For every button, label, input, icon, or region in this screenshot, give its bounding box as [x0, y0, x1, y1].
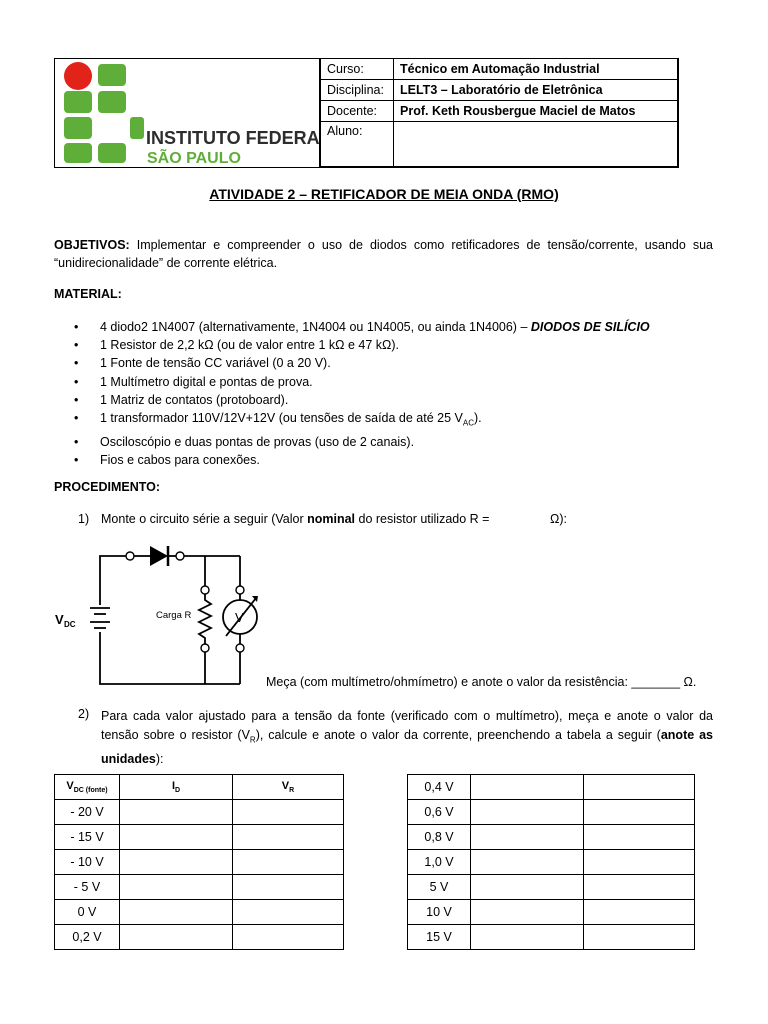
- current-input-cell[interactable]: [471, 875, 584, 900]
- material-item-text: 1 Multímetro digital e pontas de prova.: [100, 374, 313, 389]
- voltage-cell: 0,2 V: [55, 925, 120, 950]
- course-label: Curso:: [321, 59, 394, 80]
- step1-text: [101, 512, 713, 526]
- source-label: V: [55, 612, 64, 627]
- course-info-table: [320, 58, 678, 167]
- voltage-cell: 0,8 V: [408, 825, 471, 850]
- teacher-label: Docente:: [321, 101, 394, 122]
- logo-graphic: [54, 58, 320, 168]
- vr-input-cell[interactable]: [233, 825, 344, 850]
- table-row: [408, 825, 695, 850]
- procedure-heading: PROCEDIMENTO:: [54, 480, 161, 494]
- table-row: [55, 825, 344, 850]
- voltage-cell: - 20 V: [55, 800, 120, 825]
- table-row: [55, 925, 344, 950]
- table-row: [408, 875, 695, 900]
- step2-number: 2): [78, 707, 90, 721]
- student-label: Aluno:: [321, 122, 394, 167]
- table-row: [408, 900, 695, 925]
- voltage-cell: 10 V: [408, 900, 471, 925]
- vr-input-cell[interactable]: [584, 825, 695, 850]
- discipline-value: LELT3 – Laboratório de Eletrônica: [394, 80, 678, 101]
- vr-input-cell[interactable]: [584, 900, 695, 925]
- voltage-cell: 1,0 V: [408, 850, 471, 875]
- student-value: [394, 122, 678, 167]
- header-vr: $V_R$: [233, 775, 344, 800]
- voltmeter-label: V: [235, 610, 244, 625]
- voltage-cell: 5 V: [408, 875, 471, 900]
- material-item-text: 1 Resistor de 2,2 kΩ (ou de valor entre 1 kΩ e 47 kΩ).: [100, 338, 400, 353]
- material-list: [54, 318, 734, 469]
- material-item: [54, 336, 734, 354]
- current-input-cell[interactable]: [471, 825, 584, 850]
- current-input-cell[interactable]: [471, 800, 584, 825]
- institute-logo: [54, 58, 320, 168]
- vr-input-cell[interactable]: [584, 875, 695, 900]
- resistance-measure-text: Meça (com multímetro/ohmímetro) e anote o valor da resistência: _______ Ω.: [266, 675, 697, 689]
- material-list-container: [54, 318, 734, 469]
- table-row: [55, 850, 344, 875]
- current-input-cell[interactable]: [120, 875, 233, 900]
- voltage-cell: - 10 V: [55, 850, 120, 875]
- table-row: [55, 900, 344, 925]
- voltage-cell: 0,4 V: [408, 775, 471, 800]
- step2-text-bold: anote as unidades: [101, 728, 714, 766]
- vr-input-cell[interactable]: [233, 875, 344, 900]
- vr-input-cell[interactable]: [233, 900, 344, 925]
- material-item-text-end: ).: [474, 411, 482, 426]
- material-item-text: Osciloscópio e duas pontas de provas (uso de 2 canais).: [100, 434, 415, 449]
- voltage-cell: 15 V: [408, 925, 471, 950]
- table-header-row: [55, 775, 344, 800]
- step2-text-c: ):: [155, 751, 164, 766]
- voltage-cell: - 15 V: [55, 825, 120, 850]
- source-label-sub: DC: [64, 620, 76, 629]
- measurement-table-left: [54, 774, 344, 950]
- voltage-cell: 0,6 V: [408, 800, 471, 825]
- step1-unit: Ω):: [550, 512, 567, 526]
- current-input-cell[interactable]: [120, 900, 233, 925]
- current-input-cell[interactable]: [120, 825, 233, 850]
- material-item-text: 4 diodo2 1N4007 (alternativamente, 1N4004 ou 1N4005, ou ainda 1N4006) –: [100, 320, 528, 334]
- current-input-cell[interactable]: [120, 925, 233, 950]
- material-heading: MATERIAL:: [54, 287, 122, 301]
- table-row: [55, 800, 344, 825]
- current-input-cell[interactable]: [120, 850, 233, 875]
- vr-input-cell[interactable]: [584, 850, 695, 875]
- current-input-cell[interactable]: [471, 900, 584, 925]
- logo-title-text: INSTITUTO FEDERAL: [146, 128, 320, 148]
- discipline-row: [321, 80, 678, 101]
- vr-input-cell[interactable]: [233, 850, 344, 875]
- voltage-cell: - 5 V: [55, 875, 120, 900]
- header-id: $I_D$: [120, 775, 233, 800]
- current-input-cell[interactable]: [471, 925, 584, 950]
- current-input-cell[interactable]: [471, 775, 584, 800]
- teacher-row: [321, 101, 678, 122]
- vr-input-cell[interactable]: [233, 925, 344, 950]
- step2-text-b: ), calcule e anote o valor da corrente, preenchendo a tabela a seguir (: [255, 728, 661, 742]
- material-item: [54, 391, 734, 409]
- measurement-table-right: [407, 774, 695, 950]
- table-row: [408, 775, 695, 800]
- course-value: Técnico em Automação Industrial: [394, 59, 678, 80]
- material-item: [54, 373, 734, 391]
- step1-text-b: do resistor utilizado R =: [355, 512, 490, 526]
- header-vdc: $V_{DC (fonte)}$: [55, 775, 120, 800]
- material-item-text: Fios e cabos para conexões.: [100, 452, 260, 467]
- material-item: [54, 409, 734, 433]
- vr-input-cell[interactable]: [233, 800, 344, 825]
- teacher-value: Prof. Keth Rousbergue Maciel de Matos: [394, 101, 678, 122]
- objectives-label: OBJETIVOS:: [54, 238, 130, 252]
- step1-number: 1): [78, 512, 90, 526]
- table-row: [408, 800, 695, 825]
- material-item-text: 1 transformador 110V/12V+12V (ou tensões de saída de até 25 V: [100, 411, 463, 426]
- load-label: Carga R: [156, 610, 192, 621]
- vr-input-cell[interactable]: [584, 775, 695, 800]
- step2-subscript: R: [249, 735, 256, 745]
- circuit-svg: [50, 540, 270, 690]
- material-item: [54, 451, 734, 469]
- discipline-label: Disciplina:: [321, 80, 394, 101]
- student-row: [321, 122, 678, 167]
- vr-input-cell[interactable]: [584, 925, 695, 950]
- material-item: [54, 318, 734, 336]
- step1-text-a: Monte o circuito série a seguir (Valor: [101, 512, 308, 526]
- course-row: [321, 59, 678, 80]
- material-item-emphasis: DIODOS DE SILÍCIO: [530, 320, 650, 334]
- step2-text: [101, 707, 713, 769]
- material-item-text: 1 Fonte de tensão CC variável (0 a 20 V).: [100, 356, 331, 371]
- logo-subtitle-text: SÃO PAULO: [147, 150, 241, 167]
- circuit-diagram: [50, 540, 270, 690]
- table-row: [408, 850, 695, 875]
- table-row: [408, 925, 695, 950]
- objectives-paragraph: [54, 236, 713, 272]
- objectives-text: Implementar e compreender o uso de diodos como retificadores de tensão/corrente, usando sua “unidirecionalidade” de corrente elétrica.: [54, 238, 713, 270]
- table-row: [55, 875, 344, 900]
- material-item: [54, 354, 734, 372]
- current-input-cell[interactable]: [120, 800, 233, 825]
- material-item: [54, 433, 734, 451]
- voltage-cell: 0 V: [55, 900, 120, 925]
- step1-text-bold: nominal: [307, 512, 356, 526]
- vr-input-cell[interactable]: [584, 800, 695, 825]
- page-title: ATIVIDADE 2 – RETIFICADOR DE MEIA ONDA (RMO): [209, 186, 559, 202]
- material-item-text: 1 Matriz de contatos (protoboard).: [100, 392, 289, 407]
- step2-text-a: Para cada valor ajustado para a tensão da fonte (verificado com o multímetro), meça e anote o valor da tensão sobre o resistor (V: [101, 709, 713, 742]
- material-item-subscript: AC: [462, 418, 474, 428]
- current-input-cell[interactable]: [471, 850, 584, 875]
